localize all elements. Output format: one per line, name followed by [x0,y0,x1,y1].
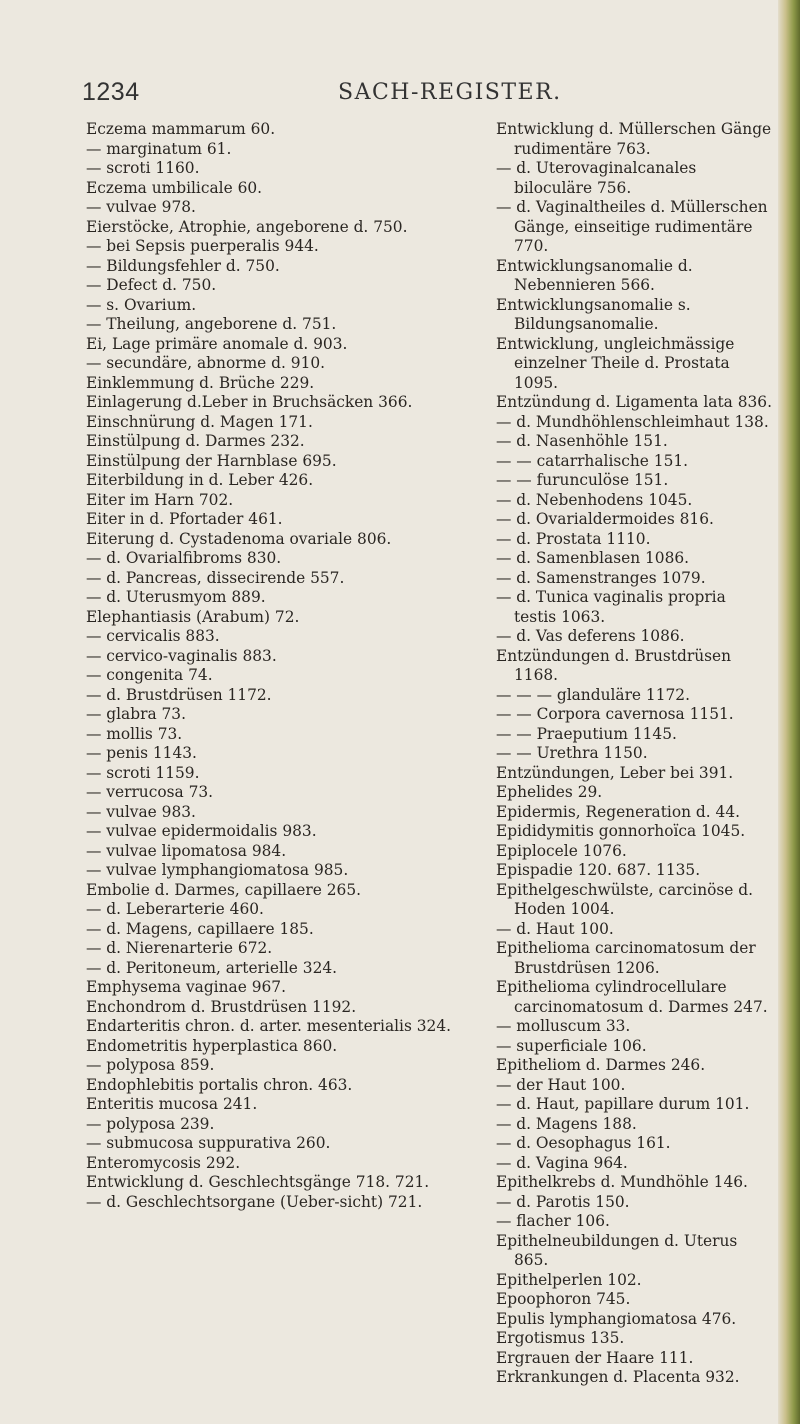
index-entry: Epoophoron 745. [496,1290,631,1308]
index-entry: Einstülpung der Harnblase 695. [86,451,337,470]
index-entry: — d. Prostata 1110. [496,529,651,548]
page-edge [778,0,800,1424]
index-entry: — superficiale 106. [496,1036,647,1055]
page-header [82,78,722,112]
index-entry: Eierstöcke, Atrophie, angeborene d. 750. [86,217,408,236]
index-entry: — submucosa suppurativa 260. [86,1134,331,1152]
index-entry: — d. Nasenhöhle 151. [496,432,668,450]
index-entry: — vulvae 978. [86,198,196,216]
index-entry: — s. Ovarium. [86,295,197,314]
page-number: 1234 [82,78,140,106]
index-entry: Eczema umbilicale 60. [86,178,263,197]
index-entry: Ephelides 29. [496,783,603,801]
index-entry: Eiter im Harn 702. [86,490,234,509]
index-entry: — Defect d. 750. [86,276,217,294]
index-entry: — glabra 73. [86,705,186,723]
index-entry: — polyposa 859. [86,1056,215,1074]
index-entry: Endarteritis chron. d. arter. mesenterialis 324. [86,1017,452,1035]
index-entry: Embolie d. Darmes, capillaere 265. [86,880,362,899]
index-entry: — d. Ovarialfibroms 830. [86,549,282,567]
index-entry: — d. Uterovaginalcanales biloculäre 756. [496,159,697,197]
index-entry: Eiterbildung in d. Leber 426. [86,471,314,489]
index-entry: Enteromycosis 292. [86,1153,241,1172]
index-entry: Epispadie 120. 687. 1135. [496,861,701,879]
index-entry: — vulvae lymphangiomatosa 985. [86,861,349,879]
index-entry: Entwicklung d. Müllerschen Gänge rudimentäre 763. [496,120,772,158]
index-entry: Ei, Lage primäre anomale d. 903. [86,334,348,353]
index-entry: — d. Mundhöhlenschleimhaut 138. [496,412,769,431]
index-entry: Einlagerung d.Leber in Bruchsäcken 366. [86,393,413,411]
index-entry: Epidermis, Regeneration d. 44. [496,802,741,821]
index-entry: — d. Ovarialdermoides 816. [496,510,714,528]
index-entry: — d. Parotis 150. [496,1192,630,1211]
index-entry: — d. Leberarterie 460. [86,900,264,918]
index-entry: — d. Samenblasen 1086. [496,549,690,567]
index-entry: Entwicklung d. Geschlechtsgänge 718. 721. [86,1173,430,1191]
index-entry: Epithelneubildungen d. Uterus 865. [496,1231,738,1269]
index-entry: — — catarrhalische 151. [496,451,689,470]
index-entry: — d. Vagina 964. [496,1153,628,1172]
index-entry: — mollis 73. [86,724,183,743]
index-entry: — d. Peritoneum, arterielle 324. [86,958,338,977]
index-entry: — d. Nierenarterie 672. [86,939,273,957]
index-entry: — verrucosa 73. [86,783,214,801]
index-entry: Erkrankungen d. Placenta 932. [496,1368,740,1386]
index-entry: — d. Samenstranges 1079. [496,568,706,587]
index-entry: Epithelgeschwülste, carcinöse d. Hoden 1004. [496,880,754,918]
index-entry: Endometritis hyperplastica 860. [86,1036,338,1055]
index-entry: — secundäre, abnorme d. 910. [86,354,326,372]
index-entry: Entwicklungsanomalie d. Nebennieren 566. [496,256,693,294]
index-entry: Enchondrom d. Brustdrüsen 1192. [86,997,357,1016]
index-entry: — polyposa 239. [86,1114,215,1133]
index-entry: Entwicklung, ungleichmässige einzelner Theile d. Prostata 1095. [496,334,735,392]
index-entry: Eczema mammarum 60. [86,120,276,138]
index-entry: — scroti 1159. [86,763,200,782]
index-entry: Eiterung d. Cystadenoma ovariale 806. [86,529,392,548]
index-entry: — d. Magens 188. [496,1114,637,1133]
index-entry: Epulis lymphangiomatosa 476. [496,1309,737,1328]
index-entry: — bei Sepsis puerperalis 944. [86,237,319,255]
index-entry: — vulvae epidermoidalis 983. [86,822,317,840]
index-entry: — molluscum 33. [496,1017,631,1035]
index-entry: — marginatum 61. [86,139,232,158]
index-entry: — Bildungsfehler d. 750. [86,256,280,275]
index-entry: — der Haut 100. [496,1075,626,1094]
index-entry: — d. Vas deferens 1086. [496,627,685,645]
index-entry: Epitheliom d. Darmes 246. [496,1056,706,1074]
index-entry: — cervico-vaginalis 883. [86,646,277,665]
index-entry: — d. Uterusmyom 889. [86,588,266,606]
index-entry: Enteritis mucosa 241. [86,1095,258,1113]
index-column-left [86,120,476,1212]
index-entry: Eiter in d. Pfortader 461. [86,510,283,528]
index-entry: — d. Oesophagus 161. [496,1134,671,1152]
index-entry: Epithelioma carcinomatosum der Brustdrüsen 1206. [496,939,756,977]
index-column-right [496,120,772,1388]
index-entry: Ergrauen der Haare 111. [496,1348,694,1367]
index-entry: — d. Nebenhodens 1045. [496,490,693,509]
index-entry: Epididymitis gonnorhoïca 1045. [496,822,746,840]
index-entry: — vulvae lipomatosa 984. [86,841,287,860]
index-entry: Epiplocele 1076. [496,841,627,860]
index-entry: Epithelioma cylindrocellulare carcinomatosum d. Darmes 247. [496,978,768,1016]
index-entry: — — Praeputium 1145. [496,724,677,743]
index-entry: — d. Brustdrüsen 1172. [86,685,272,704]
index-entry: — penis 1143. [86,744,197,762]
index-entry: — — Corpora cavernosa 1151. [496,705,734,723]
index-entry: Entzündungen d. Brustdrüsen 1168. [496,646,732,684]
index-entry: — Theilung, angeborene d. 751. [86,315,337,333]
index-entry: Ergotismus 135. [496,1329,625,1347]
index-entry: — d. Haut, papillare durum 101. [496,1095,750,1113]
index-entry: — cervicalis 883. [86,627,220,645]
index-entry: — — furunculöse 151. [496,471,669,489]
index-entry: Epithelperlen 102. [496,1270,642,1289]
index-entry: Emphysema vaginae 967. [86,978,286,996]
index-entry: Endophlebitis portalis chron. 463. [86,1075,353,1094]
index-entry: — congenita 74. [86,666,213,684]
index-entry: — d. Geschlechtsorgane (Ueber-sicht) 721. [86,1192,423,1211]
index-entry: Einschnürung d. Magen 171. [86,412,313,431]
index-entry: — flacher 106. [496,1212,610,1230]
index-entry: — d. Tunica vaginalis propria testis 1063. [496,588,726,626]
index-entry: Einstülpung d. Darmes 232. [86,432,305,450]
index-entry: Epithelkrebs d. Mundhöhle 146. [496,1173,748,1191]
index-entry: — d. Vaginaltheiles d. Müllerschen Gänge, einseitige rudimentäre 770. [496,198,768,255]
index-entry: Elephantiasis (Arabum) 72. [86,607,300,626]
index-entry: Entwicklungsanomalie s. Bildungsanomalie. [496,295,691,333]
index-entry: — — — glanduläre 1172. [496,685,690,704]
index-entry: Einklemmung d. Brüche 229. [86,373,315,392]
index-entry: — d. Magens, capillaere 185. [86,919,314,938]
index-entry: — vulvae 983. [86,802,196,821]
index-entry: — — Urethra 1150. [496,744,648,762]
index-entry: — d. Haut 100. [496,919,614,938]
index-entry: Entzündung d. Ligamenta lata 836. [496,393,772,411]
index-entry: — d. Pancreas, dissecirende 557. [86,568,345,587]
index-entry: — scroti 1160. [86,159,200,177]
index-entry: Entzündungen, Leber bei 391. [496,763,734,782]
running-title: SACH-REGISTER. [338,80,562,105]
